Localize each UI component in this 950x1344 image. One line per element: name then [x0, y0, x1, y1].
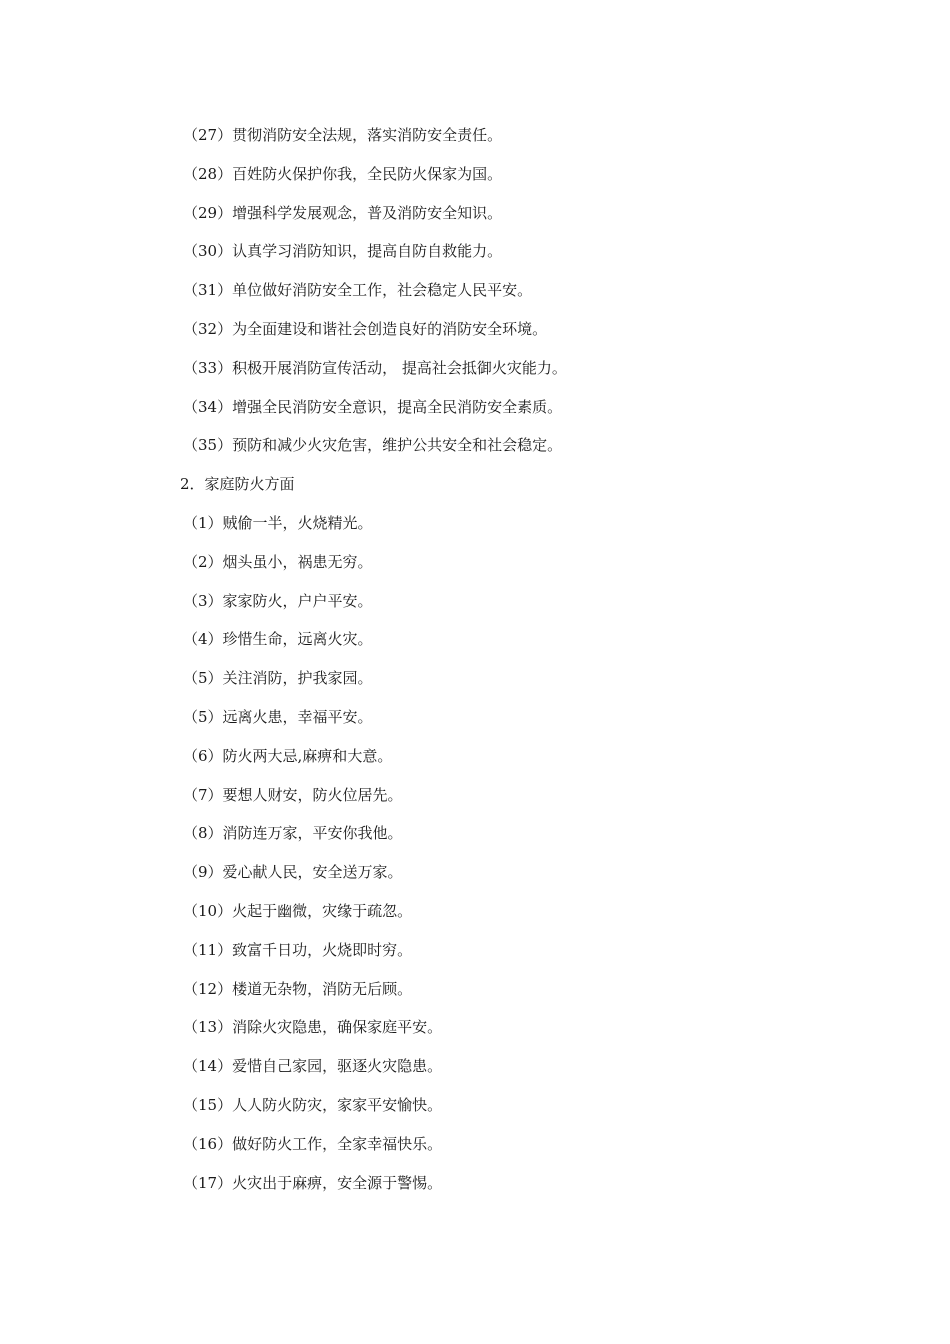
slogan-line: （11）致富千日功，火烧即时穷。 [183, 940, 413, 959]
slogan-line: （30）认真学习消防知识，提高自防自救能力。 [183, 242, 503, 261]
slogan-line: （10）火起于幽微，灾缘于疏忽。 [183, 901, 413, 920]
slogan-line: （32）为全面建设和谐社会创造良好的消防安全环境。 [183, 319, 548, 338]
slogan-line: （28）百姓防火保护你我，全民防火保家为国。 [183, 164, 503, 183]
slogan-line: （31）单位做好消防安全工作，社会稳定人民平安。 [183, 281, 533, 300]
slogan-line: （34）增强全民消防安全意识，提高全民消防安全素质。 [183, 397, 563, 416]
slogan-line: （2）烟头虽小，祸患无穷。 [183, 552, 373, 571]
slogan-line: （33）积极开展消防宣传活动， 提高社会抵御火灾能力。 [183, 358, 567, 377]
section-heading: 2．家庭防火方面 [180, 475, 295, 494]
slogan-line: （6）防火两大忌,麻痹和大意。 [183, 746, 393, 765]
slogan-line: （3）家家防火，户户平安。 [183, 591, 373, 610]
slogan-line: （9）爱心献人民，安全送万家。 [183, 863, 403, 882]
slogan-line: （13）消除火灾隐患，确保家庭平安。 [183, 1018, 443, 1037]
slogan-line: （12）楼道无杂物，消防无后顾。 [183, 979, 413, 998]
slogan-line: （1）贼偷一半，火烧精光。 [183, 513, 373, 532]
slogan-line: （8）消防连万家，平安你我他。 [183, 824, 403, 843]
slogan-line: （5）关注消防，护我家园。 [183, 669, 373, 688]
slogan-line: （4）珍惜生命，远离火灾。 [183, 630, 373, 649]
slogan-list [180, 124, 840, 1210]
slogan-line: （16）做好防火工作，全家幸福快乐。 [183, 1134, 443, 1153]
slogan-line: （29）增强科学发展观念，普及消防安全知识。 [183, 203, 503, 222]
slogan-line: （15）人人防火防灾，家家平安愉快。 [183, 1095, 443, 1114]
slogan-line: （35）预防和减少火灾危害，维护公共安全和社会稳定。 [183, 436, 563, 455]
slogan-line: （27）贯彻消防安全法规，落实消防安全责任。 [183, 126, 503, 144]
slogan-line: （14）爱惜自己家园，驱逐火灾隐患。 [183, 1057, 443, 1076]
slogan-line: （7）要想人财安，防火位居先。 [183, 785, 403, 804]
slogan-line: （17）火灾出于麻痹，安全源于警惕。 [183, 1173, 443, 1192]
slogan-line: （5）远离火患，幸福平安。 [183, 707, 373, 726]
